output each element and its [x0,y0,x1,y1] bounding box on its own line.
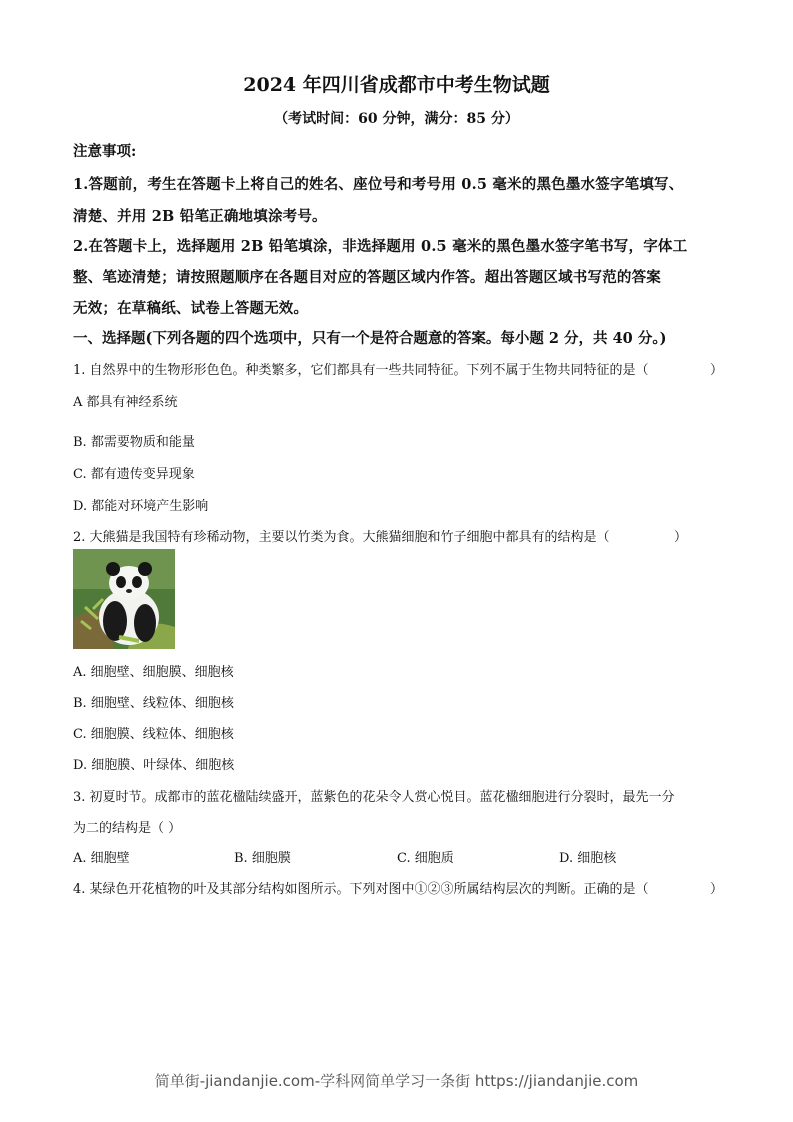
question-2-option-b: B. 细胞壁、线粒体、细胞核 [73,696,234,711]
question-1-option-b: B. 都需要物质和能量 [73,435,195,450]
panda-image-icon [73,549,175,649]
page-title: 2024 年四川省成都市中考生物试题 [243,74,550,96]
notice-line-3: 2.在答题卡上，选择题用 2B 铅笔填涂，非选择题用 0.5 毫米的黑色墨水签字笔书写，字体工 [73,238,688,255]
question-1-option-d: D. 都能对环境产生影响 [73,499,209,514]
question-3-option-c: C. 细胞质 [397,851,454,866]
question-1-text: 1. 自然界中的生物形形色色。种类繁多，它们都具有一些共同特征。下列不属于生物共同特征的是（ [73,363,649,378]
question-1-option-a: A 都具有神经系统 [73,395,178,410]
notice-line-1: 1.答题前，考生在答题卡上将自己的姓名、座位号和考号用 0.5 毫米的黑色墨水签字笔填写、 [73,176,684,193]
notice-line-4: 整、笔迹清楚；请按照题顺序在各题目对应的答题区域内作答。超出答题区域书写范的答案 [73,269,661,286]
question-1-option-c: C. 都有遗传变异现象 [73,467,195,482]
answer-paren: ） [709,363,723,378]
answer-paren: ） [673,530,687,545]
question-2-option-c: C. 细胞膜、线粒体、细胞核 [73,727,234,742]
question-3-stem-line-1: 3. 初夏时节。成都市的蓝花楹陆续盛开，蓝紫色的花朵令人赏心悦目。蓝花楹细胞进行分裂时，最先一分 [73,790,675,805]
question-3-stem-line-2: 为二的结构是（ ） [73,821,182,836]
question-2-stem [73,526,723,545]
notice-line-2: 清楚、并用 2B 铅笔正确地填涂考号。 [73,208,327,225]
section-heading: 一、选择题(下列各题的四个选项中，只有一个是符合题意的答案。每小题 2 分，共 40 分。) [73,330,667,347]
notice-heading: 注意事项: [73,143,137,160]
answer-paren: ） [709,882,723,897]
question-2-option-a: A. 细胞壁、细胞膜、细胞核 [73,665,234,680]
question-4-stem [73,878,723,897]
question-4-text: 4. 某绿色开花植物的叶及其部分结构如图所示。下列对图中①②③所属结构层次的判断。正确的是（ [73,882,649,897]
question-2-text: 2. 大熊猫是我国特有珍稀动物，主要以竹类为食。大熊猫细胞和竹子细胞中都具有的结构是（ [73,530,610,545]
footer-watermark: 简单街-jiandanjie.com-学科网简单学习一条街 https://jiandanjie.com [154,1072,639,1090]
question-1-stem [73,359,723,378]
question-2-option-d: D. 细胞膜、叶绿体、细胞核 [73,758,235,773]
panda-photo [73,549,175,649]
question-3-option-a: A. 细胞壁 [73,851,130,866]
question-3-option-b: B. 细胞膜 [234,851,291,866]
notice-line-5: 无效；在草稿纸、试卷上答题无效。 [73,300,309,317]
exam-info: （考试时间：60 分钟，满分：85 分） [274,111,519,127]
question-3-option-d: D. 细胞核 [559,851,617,866]
